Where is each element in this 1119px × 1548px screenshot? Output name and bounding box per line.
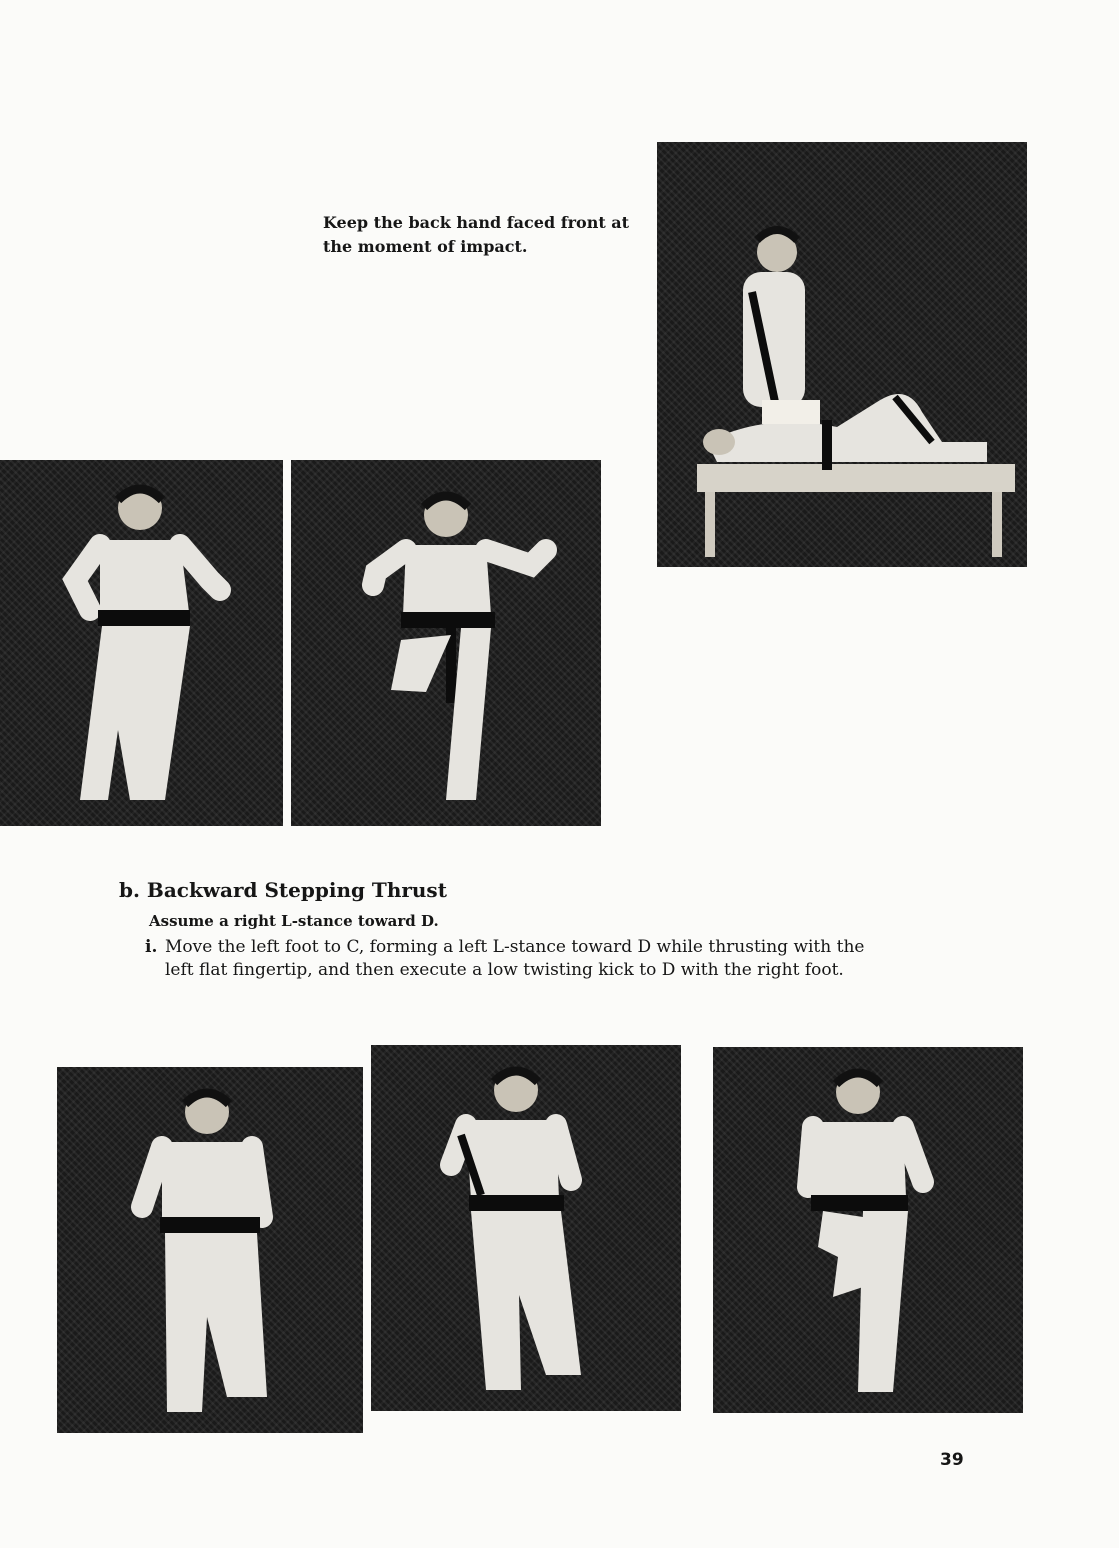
step-marker: i.	[145, 937, 158, 957]
photo-breaking-demonstration	[657, 142, 1027, 567]
photo-step-1	[57, 1067, 363, 1433]
figure-thrust-illustration	[371, 1045, 681, 1411]
figure-knee-raise-illustration	[291, 460, 601, 826]
step-item	[145, 936, 885, 982]
photo-step-2	[371, 1045, 681, 1411]
figure-stance-illustration	[0, 460, 283, 826]
figure-l-stance-illustration	[57, 1067, 363, 1433]
step-text: Move the left foot to C, forming a left L-stance toward D while thrusting with the left flat fingertip, and then execute a low twisting kick to D with the right foot.	[165, 937, 865, 980]
breaking-demonstration-illustration	[657, 142, 1027, 567]
section-title: b. Backward Stepping Thrust	[119, 878, 447, 902]
section-intro: Assume a right L-stance toward D.	[149, 912, 439, 930]
photo-stance-2	[291, 460, 601, 826]
photo-step-3	[713, 1047, 1023, 1413]
page-number: 39	[940, 1450, 964, 1470]
photo-stance-1	[0, 460, 283, 826]
photo-caption: Keep the back hand faced front at the moment of impact.	[323, 213, 630, 256]
figure-twisting-kick-illustration	[713, 1047, 1023, 1413]
